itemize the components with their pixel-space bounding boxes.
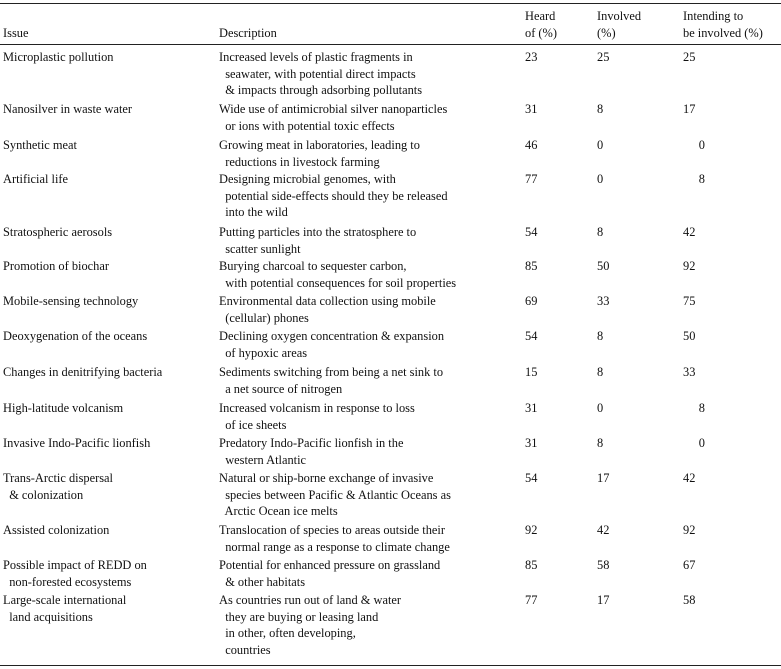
cell-involved: 33 [597, 294, 610, 308]
cell-involved: 17 [597, 471, 610, 485]
cell-heard: 46 [525, 138, 538, 152]
cell-intending: 75 [683, 294, 696, 308]
cell-description: Sediments switching from being a net sink to a net source of nitrogen [219, 365, 444, 396]
cell-heard: 77 [525, 593, 538, 607]
cell-intending: 92 [683, 523, 696, 537]
header-heard: Heard of (%) [525, 9, 557, 40]
cell-description: Increased levels of plastic fragments in seawater, with potential direct impacts & impacts through adsorbing pollutants [219, 50, 423, 97]
header-rule [0, 44, 781, 45]
cell-heard: 85 [525, 259, 538, 273]
cell-intending: 8 [698, 172, 705, 186]
cell-description: Potential for enhanced pressure on grassland & other habitats [219, 558, 441, 589]
cell-involved: 17 [597, 593, 610, 607]
cell-involved: 8 [597, 436, 604, 450]
cell-issue: Large-scale international land acquisitions [3, 593, 127, 624]
top-rule [0, 3, 781, 4]
cell-issue: Stratospheric aerosols [3, 225, 113, 239]
cell-heard: 92 [525, 523, 538, 537]
cell-description: Putting particles into the stratosphere to scatter sunlight [219, 225, 417, 256]
cell-description: Predatory Indo-Pacific lionfish in the western Atlantic [219, 436, 404, 467]
cell-involved: 50 [597, 259, 610, 273]
cell-involved: 42 [597, 523, 610, 537]
cell-heard: 54 [525, 329, 538, 343]
header-intending: Intending to be involved (%) [683, 9, 763, 40]
cell-involved: 8 [597, 102, 604, 116]
cell-description: Natural or ship-borne exchange of invasive species between Pacific & Atlantic Oceans as Arctic Ocean ice melts [219, 471, 451, 518]
cell-heard: 31 [525, 102, 538, 116]
cell-issue: Possible impact of REDD on non-forested ecosystems [3, 558, 147, 589]
cell-description: Growing meat in laboratories, leading to reductions in livestock farming [219, 138, 420, 169]
cell-description: Designing microbial genomes, with potential side-effects should they be released into the wild [219, 172, 448, 219]
cell-heard: 31 [525, 401, 538, 415]
cell-issue: Promotion of biochar [3, 259, 109, 273]
cell-intending: 0 [698, 436, 705, 450]
cell-intending: 42 [683, 225, 696, 239]
cell-intending: 33 [683, 365, 696, 379]
cell-issue: Trans-Arctic dispersal & colonization [3, 471, 114, 502]
cell-issue: Nanosilver in waste water [3, 102, 133, 116]
cell-heard: 31 [525, 436, 538, 450]
cell-description: As countries run out of land & water they are buying or leasing land in other, often developing, countries [219, 593, 402, 657]
cell-intending: 58 [683, 593, 696, 607]
cell-heard: 77 [525, 172, 538, 186]
cell-heard: 69 [525, 294, 538, 308]
cell-issue: Deoxygenation of the oceans [3, 329, 148, 343]
cell-involved: 8 [597, 365, 604, 379]
bottom-rule [0, 665, 781, 666]
cell-issue: High-latitude volcanism [3, 401, 124, 415]
cell-issue: Assisted colonization [3, 523, 110, 537]
cell-intending: 92 [683, 259, 696, 273]
cell-heard: 15 [525, 365, 538, 379]
cell-intending: 17 [683, 102, 696, 116]
cell-heard: 54 [525, 471, 538, 485]
header-involved: Involved (%) [597, 9, 642, 40]
cell-intending: 0 [698, 138, 705, 152]
cell-heard: 23 [525, 50, 538, 64]
cell-description: Declining oxygen concentration & expansion of hypoxic areas [219, 329, 445, 360]
cell-description: Increased volcanism in response to loss of ice sheets [219, 401, 415, 432]
cell-intending: 42 [683, 471, 696, 485]
cell-involved: 0 [597, 401, 604, 415]
cell-heard: 85 [525, 558, 538, 572]
cell-description: Translocation of species to areas outside their normal range as a response to climate change [219, 523, 450, 554]
cell-intending: 67 [683, 558, 696, 572]
cell-issue: Mobile-sensing technology [3, 294, 139, 308]
cell-intending: 8 [698, 401, 705, 415]
cell-involved: 58 [597, 558, 610, 572]
cell-description: Wide use of antimicrobial silver nanoparticles or ions with potential toxic effects [219, 102, 448, 133]
header-issue: Issue [3, 26, 29, 40]
cell-issue: Synthetic meat [3, 138, 77, 152]
cell-involved: 0 [597, 138, 604, 152]
header-description: Description [219, 26, 277, 40]
cell-involved: 8 [597, 225, 604, 239]
cell-intending: 25 [683, 50, 696, 64]
cell-issue: Artificial life [3, 172, 69, 186]
cell-issue: Changes in denitrifying bacteria [3, 365, 163, 379]
cell-involved: 8 [597, 329, 604, 343]
cell-description: Environmental data collection using mobile (cellular) phones [219, 294, 436, 325]
cell-involved: 25 [597, 50, 610, 64]
cell-description: Burying charcoal to sequester carbon, with potential consequences for soil properties [219, 259, 457, 290]
cell-involved: 0 [597, 172, 604, 186]
cell-intending: 50 [683, 329, 696, 343]
cell-issue: Invasive Indo-Pacific lionfish [3, 436, 151, 450]
cell-heard: 54 [525, 225, 538, 239]
cell-issue: Microplastic pollution [3, 50, 114, 64]
